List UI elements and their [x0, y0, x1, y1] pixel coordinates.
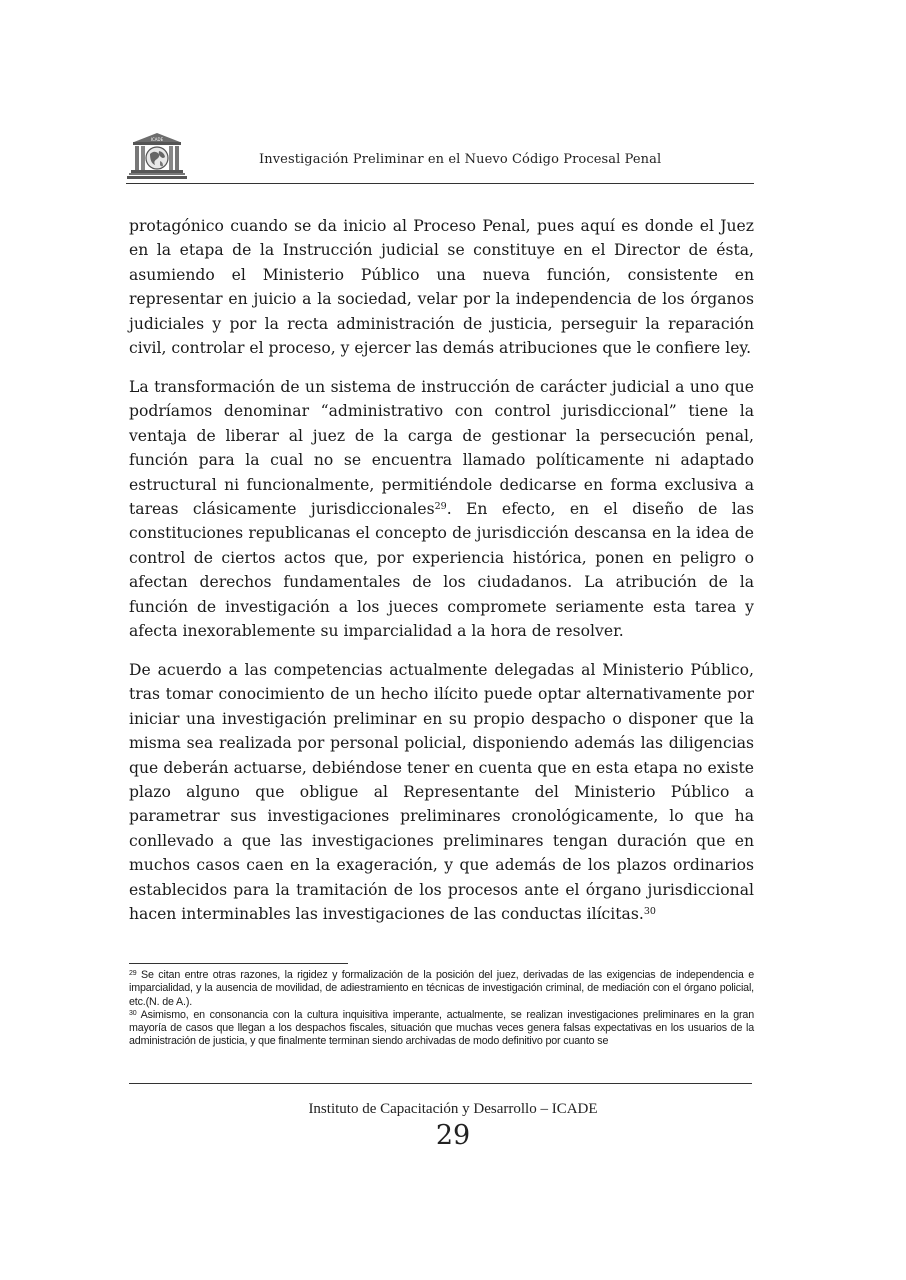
- page-number: 29: [435, 1120, 471, 1151]
- footnote-ref: 30: [643, 905, 656, 917]
- footnote: $^{30}$ Asimismo, en consonancia con la cultura inquisitiva imperante, actualmente, se realizan investigaciones preliminares en la gran mayoría de casos que llegan a los despachos fiscales, situación que muchas veces genera falsas expectativas en los usuarios de la administración de justicia, y que finalmente terminan siendo archivadas de modo definitivo por cuanto se: [129, 1008, 754, 1048]
- header-divider: [126, 183, 754, 184]
- body-text: [129, 214, 754, 926]
- logo-text: ICADE: [150, 137, 164, 142]
- footnote: $^{29}$ Se citan entre otras razones, la rigidez y formalización de la posición del juez, derivadas de las exigencias de independencia e imparcialidad, y la ausencia de movilidad, de adiestramiento en técnicas de investigación criminal, de mediación con el órgano policial, etc.(N. de A.).: [129, 969, 754, 1008]
- institution-building-globe-icon: [126, 132, 188, 180]
- footnote-ref: 29: [434, 500, 447, 512]
- footer-institution: Instituto de Capacitación y Desarrollo – ICADE: [308, 1101, 598, 1117]
- footnotes: [129, 969, 754, 1049]
- footnote-separator: [129, 963, 348, 964]
- page-header: [126, 132, 754, 184]
- paragraph: De acuerdo a las competencias actualmente delegadas al Ministerio Público, tras tomar conocimiento de un hecho ilícito puede optar alternativamente por iniciar una investigación preliminar en su propio despacho o disponer que la misma sea realizada por personal policial, disponiendo además las diligencias que deberán actuarse, debiéndose tener en cuenta que en esta etapa no existe plazo alguno que obligue al Representante del Ministerio Público a parametrar sus investigaciones preliminares cronológicamente, lo que ha conllevado a que las investigaciones preliminares tengan duración que en muchos casos caen en la exageración, y que además de los plazos ordinarios establecidos para la tramitación de los procesos ante el órgano jurisdiccional hacen interminables las investigaciones de las conductas ilícitas.$^{30}$: [129, 660, 754, 923]
- paragraph: La transformación de un sistema de instrucción de carácter judicial a uno que podríamos denominar “administrativo con control jurisdiccional” tiene la ventaja de liberar al juez de la carga de gestionar la persecución penal, función para la cual no se encuentra llamado políticamente ni adaptado estructural ni funcionalmente, permitiéndole dedicarse en forma exclusiva a tareas clásicamente jurisdiccionales$^{29}$. En efecto, en el diseño de las constituciones republicanas el concepto de jurisdicción descansa en la idea de control de ciertos actos que, por experiencia histórica, ponen en peligro o afectan derechos fundamentales de los ciudadanos. La atribución de la función de investigación a los jueces compromete seriamente esta tarea y afecta inexorablemente su imparcialidad a la hora de resolver.: [129, 377, 754, 640]
- running-header-title: Investigación Preliminar en el Nuevo Código Procesal Penal: [259, 152, 662, 167]
- footer-divider: [129, 1083, 752, 1084]
- paragraph: protagónico cuando se da inicio al Proceso Penal, pues aquí es donde el Juez en la etapa de la Instrucción judicial se constituye en el Director de ésta, asumiendo el Ministerio Público una nueva función, consistente en representar en juicio a la sociedad, velar por la independencia de los órganos judiciales y por la recta administración de justicia, perseguir la reparación civil, controlar el proceso, y ejercer las demás atribuciones que le confiere ley.: [129, 217, 754, 358]
